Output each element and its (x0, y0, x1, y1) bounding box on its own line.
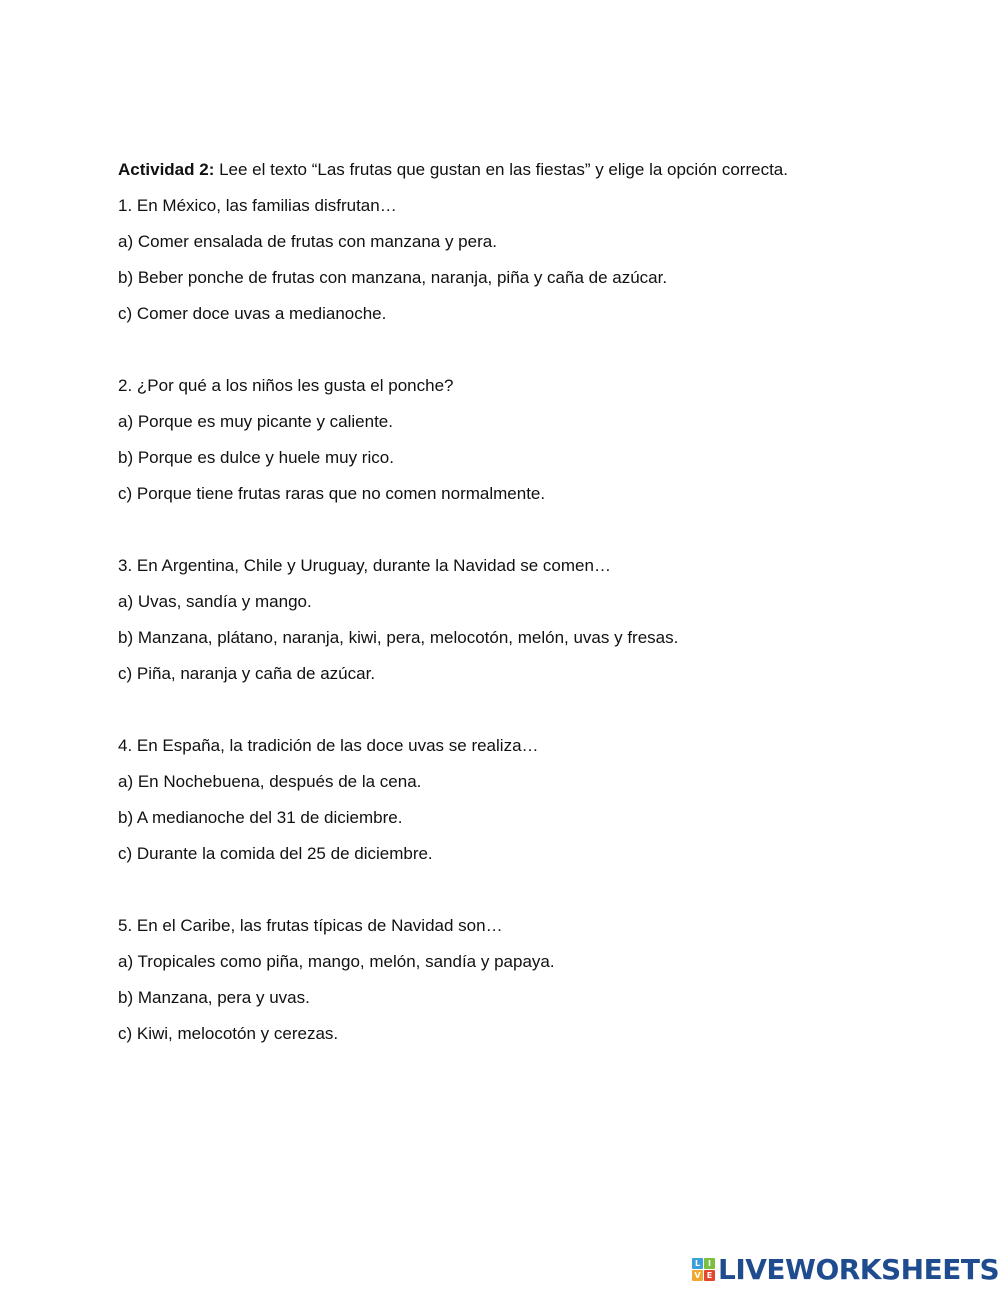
worksheet (118, 152, 918, 1088)
answer-option[interactable]: c) Porque tiene frutas raras que no comen normalmente. (118, 484, 546, 503)
activity-label: Actividad 2: (118, 160, 215, 179)
logo-mark-tile: I (704, 1258, 715, 1269)
answer-option[interactable]: b) Porque es dulce y huele muy rico. (118, 448, 394, 467)
activity-heading (118, 152, 918, 188)
answer-option[interactable]: c) Piña, naranja y caña de azúcar. (118, 664, 376, 683)
liveworksheets-logo (692, 1252, 999, 1286)
answer-option[interactable]: c) Comer doce uvas a medianoche. (118, 304, 387, 323)
question-text: 2. ¿Por qué a los niños les gusta el ponche? (118, 376, 454, 395)
question-block (118, 368, 918, 512)
answer-option[interactable]: a) Uvas, sandía y mango. (118, 592, 312, 611)
question-text: 3. En Argentina, Chile y Uruguay, durante la Navidad se comen… (118, 556, 611, 575)
question-text: 5. En el Caribe, las frutas típicas de Navidad son… (118, 916, 503, 935)
logo-mark-tile: L (692, 1258, 703, 1269)
question-block (118, 728, 918, 872)
logo-mark-icon (692, 1258, 715, 1281)
answer-option[interactable]: a) Tropicales como piña, mango, melón, sandía y papaya. (118, 952, 555, 971)
question-text: 4. En España, la tradición de las doce uvas se realiza… (118, 736, 539, 755)
answer-option[interactable]: a) Porque es muy picante y caliente. (118, 412, 393, 431)
question-block (118, 188, 918, 332)
answer-option[interactable]: b) A medianoche del 31 de diciembre. (118, 808, 403, 827)
answer-option[interactable]: c) Durante la comida del 25 de diciembre. (118, 844, 433, 863)
answer-option[interactable]: b) Beber ponche de frutas con manzana, naranja, piña y caña de azúcar. (118, 268, 668, 287)
logo-text: LIVEWORKSHEETS (718, 1252, 1000, 1286)
question-text: 1. En México, las familias disfrutan… (118, 196, 397, 215)
logo-mark-tile: E (704, 1270, 715, 1281)
logo-mark-tile: V (692, 1270, 703, 1281)
answer-option[interactable]: a) En Nochebuena, después de la cena. (118, 772, 422, 791)
answer-option[interactable]: c) Kiwi, melocotón y cerezas. (118, 1024, 339, 1043)
question-block (118, 908, 918, 1052)
answer-option[interactable]: b) Manzana, plátano, naranja, kiwi, pera, melocotón, melón, uvas y fresas. (118, 628, 679, 647)
question-block (118, 548, 918, 692)
activity-instruction: Lee el texto “Las frutas que gustan en las fiestas” y elige la opción correcta. (219, 160, 788, 179)
answer-option[interactable]: a) Comer ensalada de frutas con manzana y pera. (118, 232, 497, 251)
answer-option[interactable]: b) Manzana, pera y uvas. (118, 988, 310, 1007)
